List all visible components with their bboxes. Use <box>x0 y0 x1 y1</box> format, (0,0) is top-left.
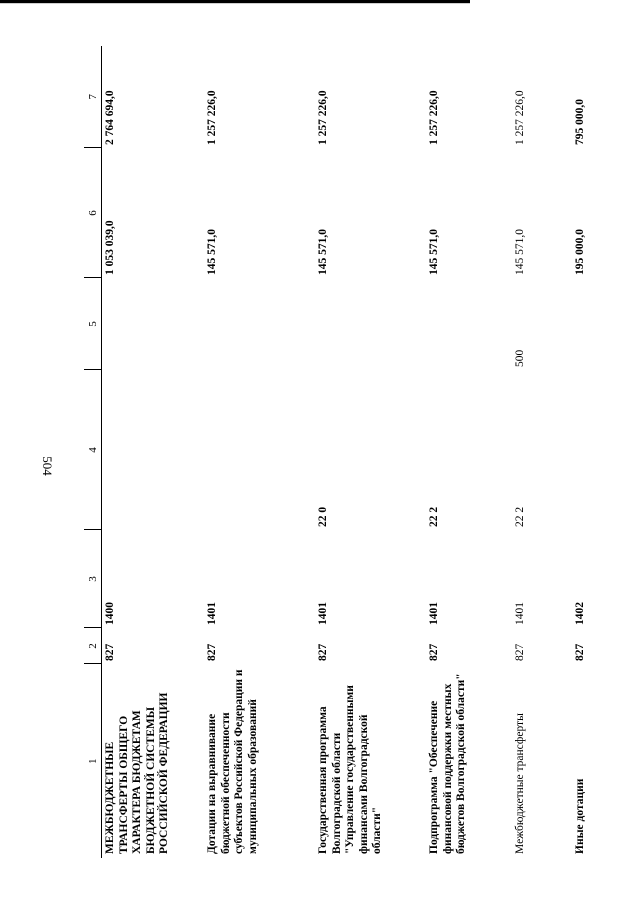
row-name: Межбюджетные трансферты <box>514 713 526 854</box>
row-expense-type: 500 <box>514 349 526 367</box>
row-section-code: 1401 <box>514 602 526 625</box>
row-name: Дотации на выравнивание бюджетной обеспеченности субъектов Российской Федерации и муниципальных образований <box>206 669 259 854</box>
row-target-code: 22 2 <box>514 506 526 527</box>
row-amount-1: 195 000,0 <box>574 229 586 275</box>
row-ministry-code: 827 <box>317 643 329 661</box>
table-row <box>426 46 512 858</box>
header-col-6: 6 <box>84 148 102 278</box>
rotated-page-content <box>84 46 589 858</box>
row-amount-1: 145 571,0 <box>514 229 526 275</box>
row-section-code: 1401 <box>317 602 329 625</box>
row-target-code: 22 0 <box>317 506 329 527</box>
row-amount-1: 145 571,0 <box>206 229 218 275</box>
row-ministry-code: 827 <box>514 643 526 661</box>
row-name: Подпрограмма "Обеспечение финансовой поддержки местных бюджетов Волгоградской области" <box>428 673 467 854</box>
header-col-1: 1 <box>84 664 102 858</box>
row-section-code: 1401 <box>428 602 440 625</box>
row-ministry-code: 827 <box>574 643 586 661</box>
row-expense-type <box>572 278 604 370</box>
row-amount-1: 1 053 039,0 <box>104 220 116 275</box>
row-amount-2: 1 257 226,0 <box>206 90 218 145</box>
row-target-code <box>102 370 205 530</box>
row-expense-type <box>426 278 512 370</box>
table-row <box>512 46 572 858</box>
row-amount-2: 1 257 226,0 <box>428 90 440 145</box>
table-row <box>572 46 604 858</box>
row-target-code <box>572 370 604 530</box>
row-amount-2: 1 257 226,0 <box>514 90 526 145</box>
header-col-3: 3 <box>84 530 102 628</box>
header-col-5: 5 <box>84 278 102 370</box>
row-target-code <box>204 370 315 530</box>
table-row <box>315 46 426 858</box>
row-ministry-code: 827 <box>206 643 218 661</box>
row-section-code: 1400 <box>104 602 116 625</box>
header-col-2: 2 <box>84 628 102 664</box>
row-amount-2: 795 000,0 <box>574 99 586 145</box>
table-row <box>102 46 205 858</box>
row-amount-2: 2 764 694,0 <box>104 90 116 145</box>
row-section-code: 1402 <box>574 602 586 625</box>
row-expense-type <box>315 278 426 370</box>
row-expense-type <box>102 278 205 370</box>
row-section-code: 1401 <box>206 602 218 625</box>
row-name: МЕЖБЮДЖЕТНЫЕ ТРАНСФЕРТЫ ОБЩЕГО ХАРАКТЕРА БЮДЖЕТАМ БЮДЖЕТНОЙ СИСТЕМЫ РОССИЙСКОЙ ФЕДЕРАЦИИ <box>104 692 170 854</box>
budget-table <box>84 46 604 858</box>
row-expense-type <box>204 278 315 370</box>
row-amount-1: 145 571,0 <box>428 229 440 275</box>
row-amount-1: 145 571,0 <box>317 229 329 275</box>
header-col-4: 4 <box>84 370 102 530</box>
table-header-row <box>84 46 102 858</box>
header-col-7: 7 <box>84 46 102 148</box>
top-scan-border-shadow <box>0 3 470 4</box>
row-amount-2: 1 257 226,0 <box>317 90 329 145</box>
row-ministry-code: 827 <box>428 643 440 661</box>
row-ministry-code: 827 <box>104 643 116 661</box>
row-name: Иные дотации <box>574 778 586 854</box>
page-number: 504 <box>40 456 55 476</box>
table-row <box>204 46 315 858</box>
row-target-code: 22 2 <box>428 506 440 527</box>
row-name: Государственная программа Волгоградской области "Управление государственными финансами Волгоградской области" <box>317 685 383 854</box>
